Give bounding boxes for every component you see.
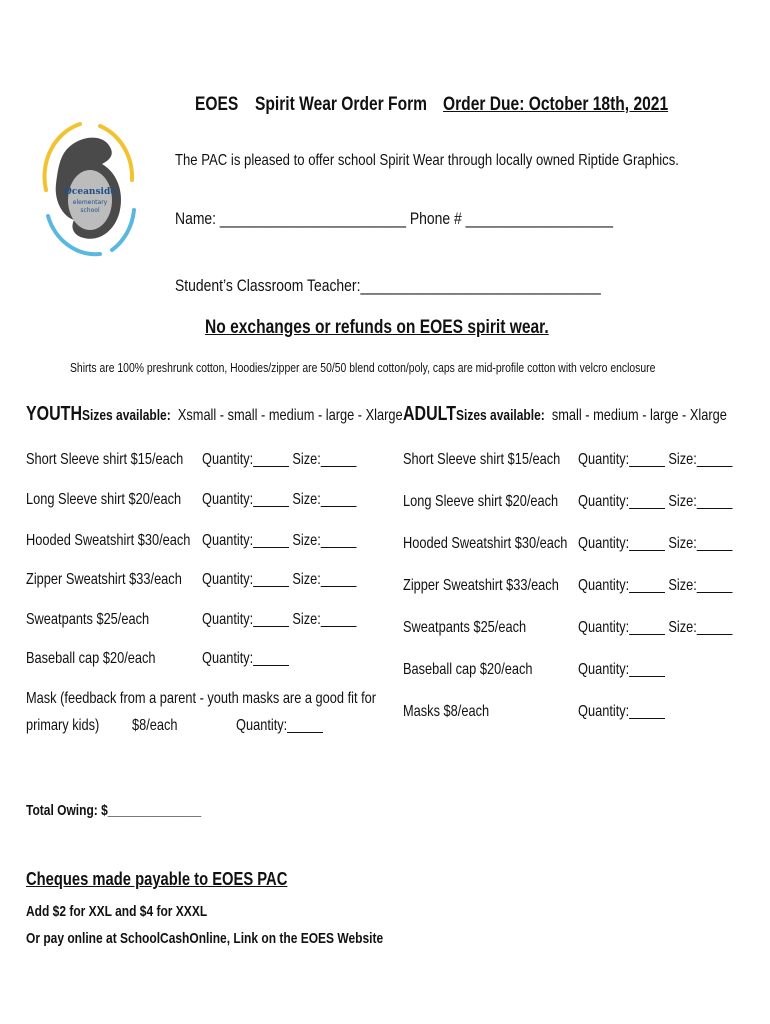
youth-sizes-label: Sizes available: [82, 407, 171, 424]
youth-mask-line1: Mask (feedback from a parent - youth masks are a good fit for [26, 690, 377, 707]
intro-text: The PAC is pleased to offer school Spirit Wear through locally owned Riptide Graphics. [175, 152, 679, 169]
adult-heading: ADULT [403, 403, 457, 425]
adult-item-name: Long Sleeve shirt $20/each [403, 493, 559, 510]
materials-note: Shirts are 100% preshrunk cotton, Hoodies/zipper are 50/50 blend cotton/poly, caps are mid-profile cotton with velcro enclosure [70, 360, 656, 375]
youth-heading-row [26, 403, 403, 426]
youth-item-quantity[interactable]: Quantity:_____ [202, 650, 289, 667]
xxl-note: Add $2 for XXL and $4 for XXXL [26, 903, 208, 920]
online-note: Or pay online at SchoolCashOnline, Link on the EOES Website [26, 930, 384, 947]
youth-item-name: Baseball cap $20/each [26, 650, 156, 667]
youth-item-quantity[interactable]: Quantity:_____ Size:_____ [202, 611, 357, 628]
adult-item-name: Short Sleeve shirt $15/each [403, 451, 561, 468]
cheques-note: Cheques made payable to EOES PAC [26, 869, 288, 889]
youth-item-name: Hooded Sweatshirt $30/each [26, 532, 191, 549]
logo-text-elementary: elementary [72, 199, 108, 206]
teacher-line[interactable]: Student’s Classroom Teacher:_______________________________ [175, 276, 601, 295]
youth-mask-kids: primary kids) [26, 717, 100, 734]
form-title: Spirit Wear Order Form [255, 94, 428, 115]
adult-item-quantity[interactable]: Quantity:_____ Size:_____ [578, 451, 733, 468]
adult-item-quantity[interactable]: Quantity:_____ Size:_____ [578, 577, 733, 594]
adult-item-quantity[interactable]: Quantity:_____ Size:_____ [578, 535, 733, 552]
adult-item-quantity[interactable]: Quantity:_____ Size:_____ [578, 493, 733, 510]
school-logo [40, 120, 140, 260]
youth-item-name: Long Sleeve shirt $20/each [26, 491, 182, 508]
total-owing[interactable]: Total Owing: $______________ [26, 802, 202, 819]
adult-sizes-label: Sizes available: [456, 407, 545, 424]
order-due: Order Due: October 18th, 2021 [443, 94, 669, 115]
youth-mask-price: $8/each [132, 717, 178, 734]
adult-item-quantity[interactable]: Quantity:_____ [578, 703, 665, 720]
adult-heading-row [403, 403, 727, 426]
adult-item-name: Sweatpants $25/each [403, 619, 527, 636]
youth-item-name: Zipper Sweatshirt $33/each [26, 571, 182, 588]
logo-text-oceanside: Oceanside [64, 187, 116, 197]
adult-sizes: small - medium - large - Xlarge [551, 407, 727, 424]
logo-text-school: school [80, 207, 100, 214]
youth-item-quantity[interactable]: Quantity:_____ Size:_____ [202, 571, 357, 588]
youth-item-quantity[interactable]: Quantity:_____ Size:_____ [202, 491, 357, 508]
youth-mask-quantity[interactable]: Quantity:_____ [236, 717, 323, 734]
youth-heading: YOUTH [26, 403, 82, 425]
name-phone-line[interactable]: Name: ________________________ Phone # ___________________ [175, 209, 613, 228]
youth-item-quantity[interactable]: Quantity:_____ Size:_____ [202, 451, 357, 468]
school-name: EOES [195, 94, 239, 115]
adult-item-name: Masks $8/each [403, 703, 490, 720]
adult-item-name: Hooded Sweatshirt $30/each [403, 535, 568, 552]
youth-sizes: Xsmall - small - medium - large - Xlarge [177, 407, 403, 424]
youth-item-name: Short Sleeve shirt $15/each [26, 451, 184, 468]
adult-item-quantity[interactable]: Quantity:_____ Size:_____ [578, 619, 733, 636]
adult-item-name: Zipper Sweatshirt $33/each [403, 577, 559, 594]
no-refunds-notice: No exchanges or refunds on EOES spirit wear. [205, 317, 549, 338]
adult-item-quantity[interactable]: Quantity:_____ [578, 661, 665, 678]
youth-item-name: Sweatpants $25/each [26, 611, 150, 628]
adult-item-name: Baseball cap $20/each [403, 661, 533, 678]
youth-item-quantity[interactable]: Quantity:_____ Size:_____ [202, 532, 357, 549]
